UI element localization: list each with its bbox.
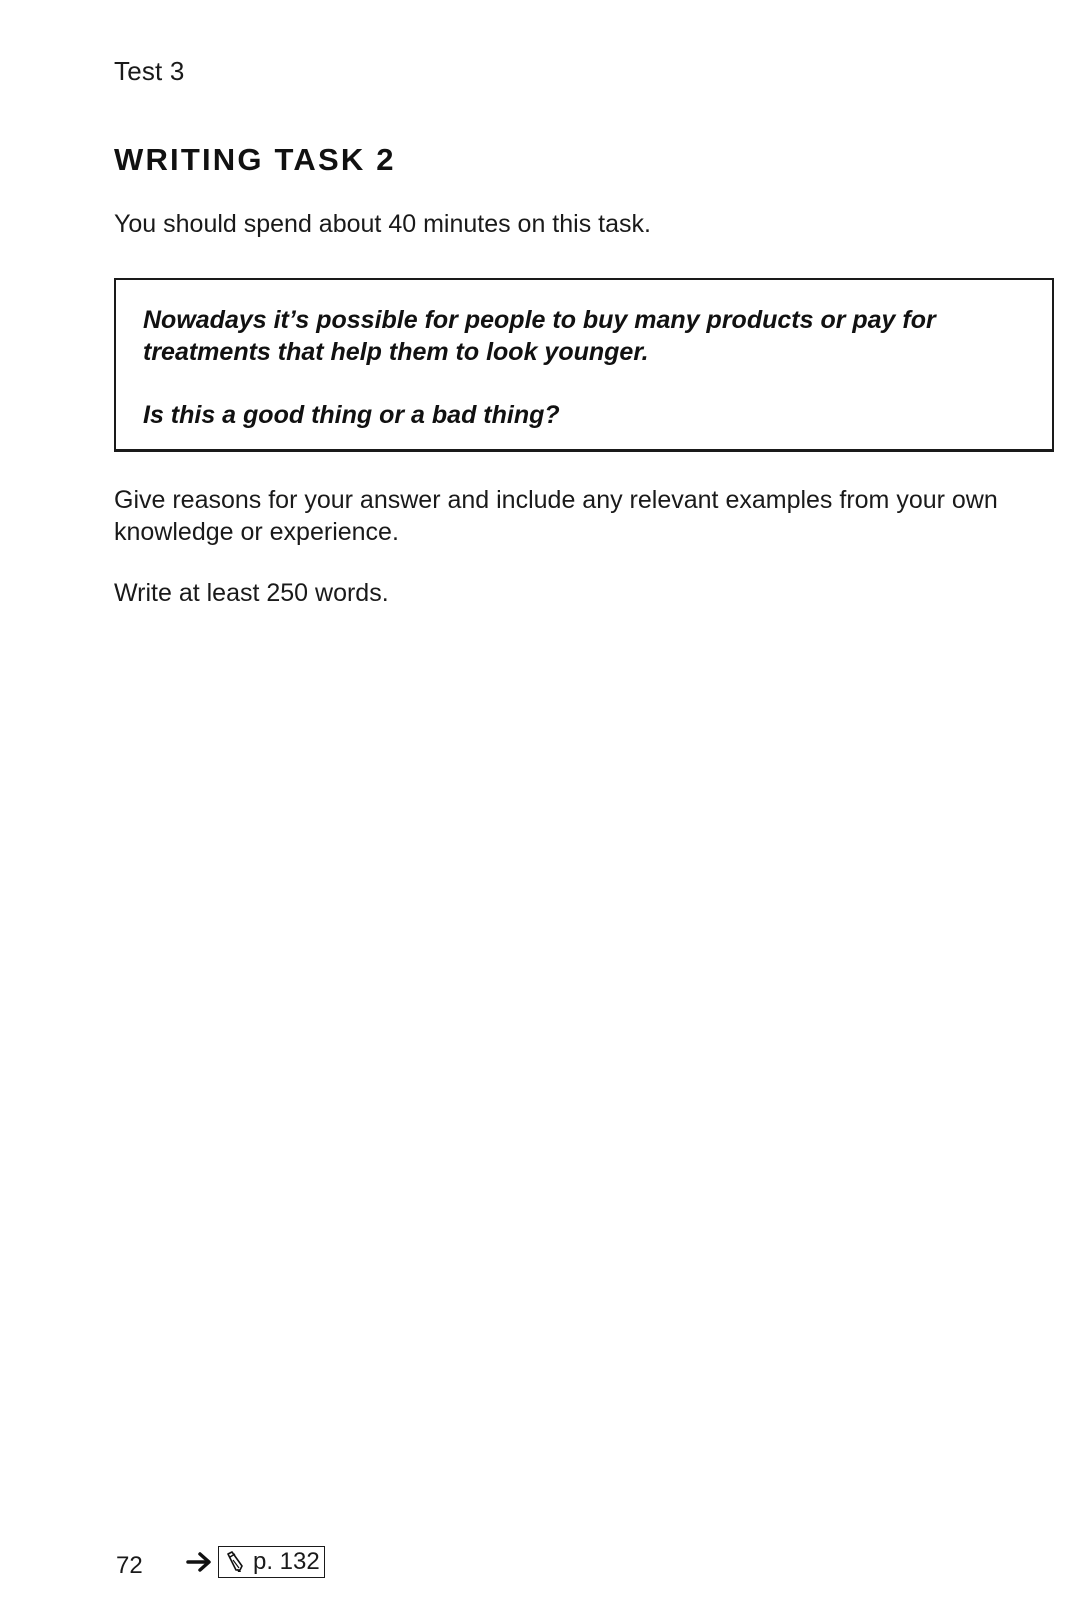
prompt-question: Is this a good thing or a bad thing? <box>143 401 560 429</box>
task-heading: WRITING TASK 2 <box>114 142 396 177</box>
reference-label: p. 132 <box>253 1548 320 1575</box>
reference-box[interactable] <box>218 1546 325 1578</box>
arrow-right-icon <box>186 1550 214 1574</box>
prompt-statement: Nowadays it’s possible for people to buy many products or pay for treatments that help them to look younger. <box>143 306 936 366</box>
pencil-icon <box>225 1551 245 1573</box>
answer-key-reference[interactable] <box>186 1546 325 1578</box>
time-instruction: You should spend about 40 minutes on this task. <box>114 210 651 238</box>
word-count-instruction: Write at least 250 words. <box>114 579 389 607</box>
answer-guidance: Give reasons for your answer and include any relevant examples from your own knowledge or experience. <box>114 486 998 546</box>
page-number: 72 <box>116 1552 143 1579</box>
essay-prompt-box <box>114 278 1054 452</box>
running-header: Test 3 <box>114 56 185 86</box>
